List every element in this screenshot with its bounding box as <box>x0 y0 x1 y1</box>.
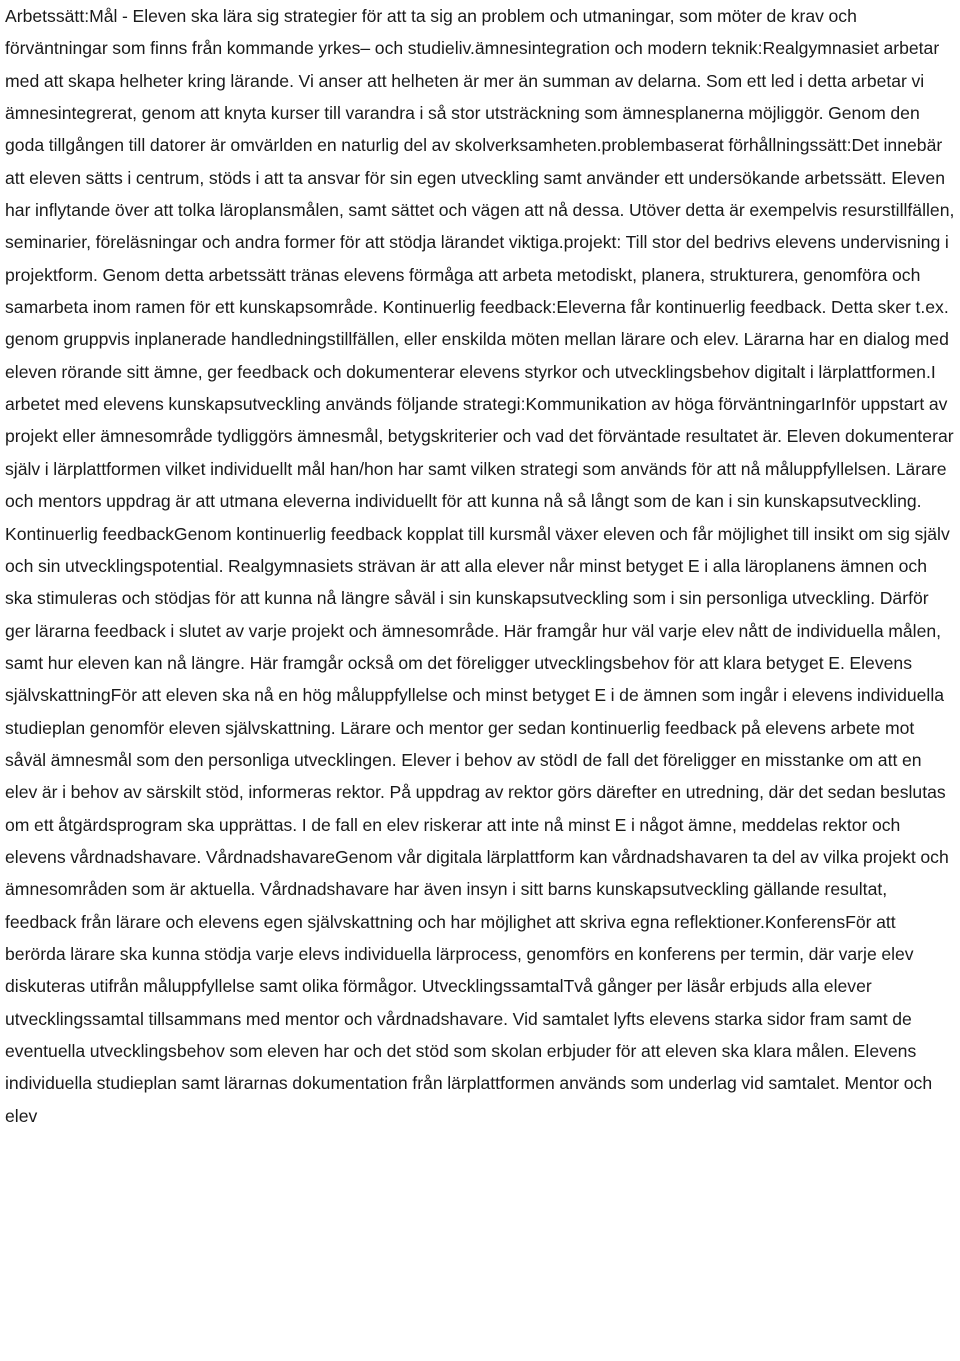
body-text: Arbetssätt:Mål - Eleven ska lära sig strategier för att ta sig an problem och utmaningar, som möter de krav och förväntningar som finns från kommande yrkes– och studieliv.ämnesintegration och modern teknik:Realgymnasiet arbetar med att skapa helheter kring lärande. Vi anser att helheten är mer än summan av delarna. Som ett led i detta arbetar vi ämnesintegrerat, genom att knyta kurser till varandra i så stor utsträckning som ämnesplanerna möjliggör. Genom den goda tillgången till datorer är omvärlden en naturlig del av skolverksamheten.problembaserat förhållningssätt:Det innebär att eleven sätts i centrum, stöds i att ta ansvar för sin egen utveckling samt använder ett undersökande arbetssätt. Eleven har inflytande över att tolka läroplansmålen, samt sättet och vägen att nå dessa. Utöver detta är exempelvis resurstillfällen, seminarier, föreläsningar och andra former för att stödja lärandet viktiga.projekt: Till stor del bedrivs elevens undervisning i projektform. Genom detta arbetssätt tränas elevens förmåga att arbeta metodiskt, planera, strukturera, genomföra och samarbeta inom ramen för ett kunskapsområde. Kontinuerlig feedback:Eleverna får kontinuerlig feedback. Detta sker t.ex. genom gruppvis inplanerade handledningstillfällen, eller enskilda möten mellan lärare och elev. Lärarna har en dialog med eleven rörande sitt ämne, ger feedback och dokumenterar elevens styrkor och utvecklingsbehov digitalt i lärplattformen.I arbetet med elevens kunskapsutveckling används följande strategi:Kommunikation av höga förväntningarInför uppstart av projekt eller ämnesområde tydliggörs ämnesmål, betygskriterier och vad det förväntade resultatet är. Eleven dokumenterar själv i lärplattformen vilket individuellt mål han/hon har samt vilken strategi som används för att nå måluppfyllelsen. Lärare och mentors uppdrag är att utmana eleverna individuellt för att kunna nå så långt som de kan i sin kunskapsutveckling. Kontinuerlig feedbackGenom kontinuerlig feedback kopplat till kursmål växer eleven och får möjlighet till insikt om sig själv och sin utvecklingspotential. Realgymnasiets strävan är att alla elever når minst betyget E i alla läroplanens ämnen och ska stimuleras och stödjas för att kunna nå längre såväl i sin kunskapsutveckling som i sin personliga utveckling. Därför ger lärarna feedback i slutet av varje projekt och ämnesområde. Här framgår hur väl varje elev nått de individuella målen, samt hur eleven kan nå längre. Här framgår också om det föreligger utvecklingsbehov för att klara betyget E. Elevens självskattningFör att eleven ska nå en hög måluppfyllelse och minst betyget E i de ämnen som ingår i elevens individuella studieplan genomför eleven självskattning. Lärare och mentor ger sedan kontinuerlig feedback på elevens arbete mot såväl ämnesmål som den personliga utvecklingen. Elever i behov av stödI de fall det föreligger en misstanke om att en elev är i behov av särskilt stöd, informeras rektor. På uppdrag av rektor görs därefter en utredning, där det sedan beslutas om ett åtgärdsprogram ska upprättas. I de fall en elev riskerar att inte nå minst E i något ämne, meddelas rektor och elevens vårdnadshavare. VårdnadshavareGenom vår digitala lärplattform kan vårdnadshavaren ta del av vilka projekt och ämnesområden som är aktuella. Vårdnadshavare har även insyn i sitt barns kunskapsutveckling gällande resultat, feedback från lärare och elevens egen självskattning och har möjlighet att skriva egna reflektioner.KonferensFör att berörda lärare ska kunna stödja varje elevs individuella lärprocess, genomförs en konferens per termin, där varje elev diskuteras utifrån måluppfyllelse samt olika förmågor. UtvecklingssamtalTvå gånger per läsår erbjuds alla elever utvecklingssamtal tillsammans med mentor och vårdnadshavare. Vid samtalet lyfts elevens starka sidor fram samt de eventuella utvecklingsbehov som eleven har och det stöd som skolan erbjuder för att eleven ska klara målen. Elevens individuella studieplan samt lärarnas dokumentation från lärplattformen används som underlag vid samtalet. Mentor och elev <box>5 6 955 1126</box>
